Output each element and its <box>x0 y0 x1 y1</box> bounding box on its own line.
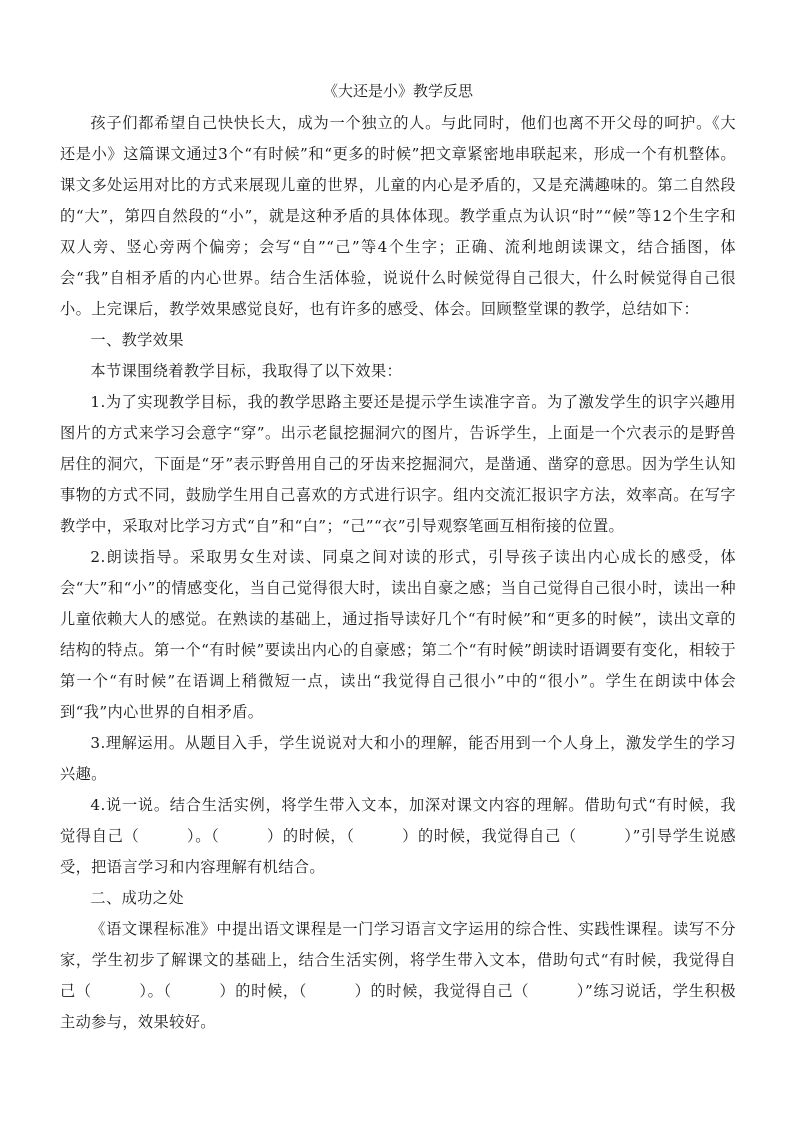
effect-item-3: 3.理解运用。从题目入手，学生说说对大和小的理解，能否用到一个人身上，激发学生的学习兴趣。 <box>60 734 736 783</box>
effect-intro-paragraph: 本节课围绕着教学目标，我取得了以下效果： <box>90 362 403 380</box>
document-page <box>60 78 736 1038</box>
document-title: 《大还是小》教学反思 <box>322 82 473 100</box>
effect-item-1: 1.为了实现教学目标，我的教学思路主要还是提示学生读准字音。为了激发学生的识字兴趣用图片的方式来学习会意字“穿”。出示老鼠挖掘洞穴的图片，告诉学生，上面是一个穴表示的是野兽居住的洞穴，下面是“牙”表示野兽用自己的牙齿来挖掘洞穴，是凿通、凿穿的意思。因为学生认知事物的方式不同，鼓励学生用自己喜欢的方式进行识字。组内交流汇报识字方法，效率高。在写字教学中，采取对比学习方式“自”和“白”；“己”“衣”引导观察笔画互相衔接的位置。 <box>60 393 736 535</box>
section-heading-success: 二、成功之处 <box>90 889 184 907</box>
section-heading-teaching-effect: 一、教学效果 <box>90 331 184 349</box>
effect-item-4: 4.说一说。结合生活实例，将学生带入文本，加深对课文内容的理解。借助句式“有时候，我觉得自己（ ）。（ ）的时候，（ ）的时候，我觉得自己（ ）”引导学生说感受，把语言学习和内容理解有机结合。 <box>60 796 736 876</box>
success-paragraph: 《语文课程标准》中提出语文课程是一门学习语言文字运用的综合性、实践性课程。读写不分家，学生初步了解课文的基础上，结合生活实例，将学生带入文本，借助句式“有时候，我觉得自己（ ）。（ ）的时候，（ ）的时候，我觉得自己（ ）”练习说话，学生积极主动参与，效果较好。 <box>60 920 736 1031</box>
effect-item-2: 2.朗读指导。采取男女生对读、同桌之间对读的形式，引导孩子读出内心成长的感受，体会“大”和“小”的情感变化，当自己觉得很大时，读出自豪之感；当自己觉得自己很小时，读出一种儿童依赖大人的感觉。在熟读的基础上，通过指导读好几个“有时候”和“更多的时候”，读出文章的结构的特点。第一个“有时候”要读出内心的自豪感；第二个“有时候”朗读时语调要有变化，相较于第一个“有时候”在语调上稍微短一点，读出“我觉得自己很小”中的“很小”。学生在朗读中体会到“我”内心世界的自相矛盾。 <box>60 548 736 721</box>
intro-paragraph: 孩子们都希望自己快快长大，成为一个独立的人。与此同时，他们也离不开父母的呵护。《大还是小》这篇课文通过3个“有时候”和“更多的时候”把文章紧密地串联起来，形成一个有机整体。课文多处运用对比的方式来展现儿童的世界，儿童的内心是矛盾的，又是充满趣味的。第二自然段的“大”，第四自然段的“小”，就是这种矛盾的具体体现。教学重点为认识“时”“候”等12个生字和双人旁、竖心旁两个偏旁；会写“自”“己”等4个生字；正确、流利地朗读课文，结合插图，体会“我”自相矛盾的内心世界。结合生活体验，说说什么时候觉得自己很大，什么时候觉得自己很小。上完课后，教学效果感觉良好，也有许多的感受、体会。回顾整堂课的教学，总结如下： <box>60 114 736 318</box>
